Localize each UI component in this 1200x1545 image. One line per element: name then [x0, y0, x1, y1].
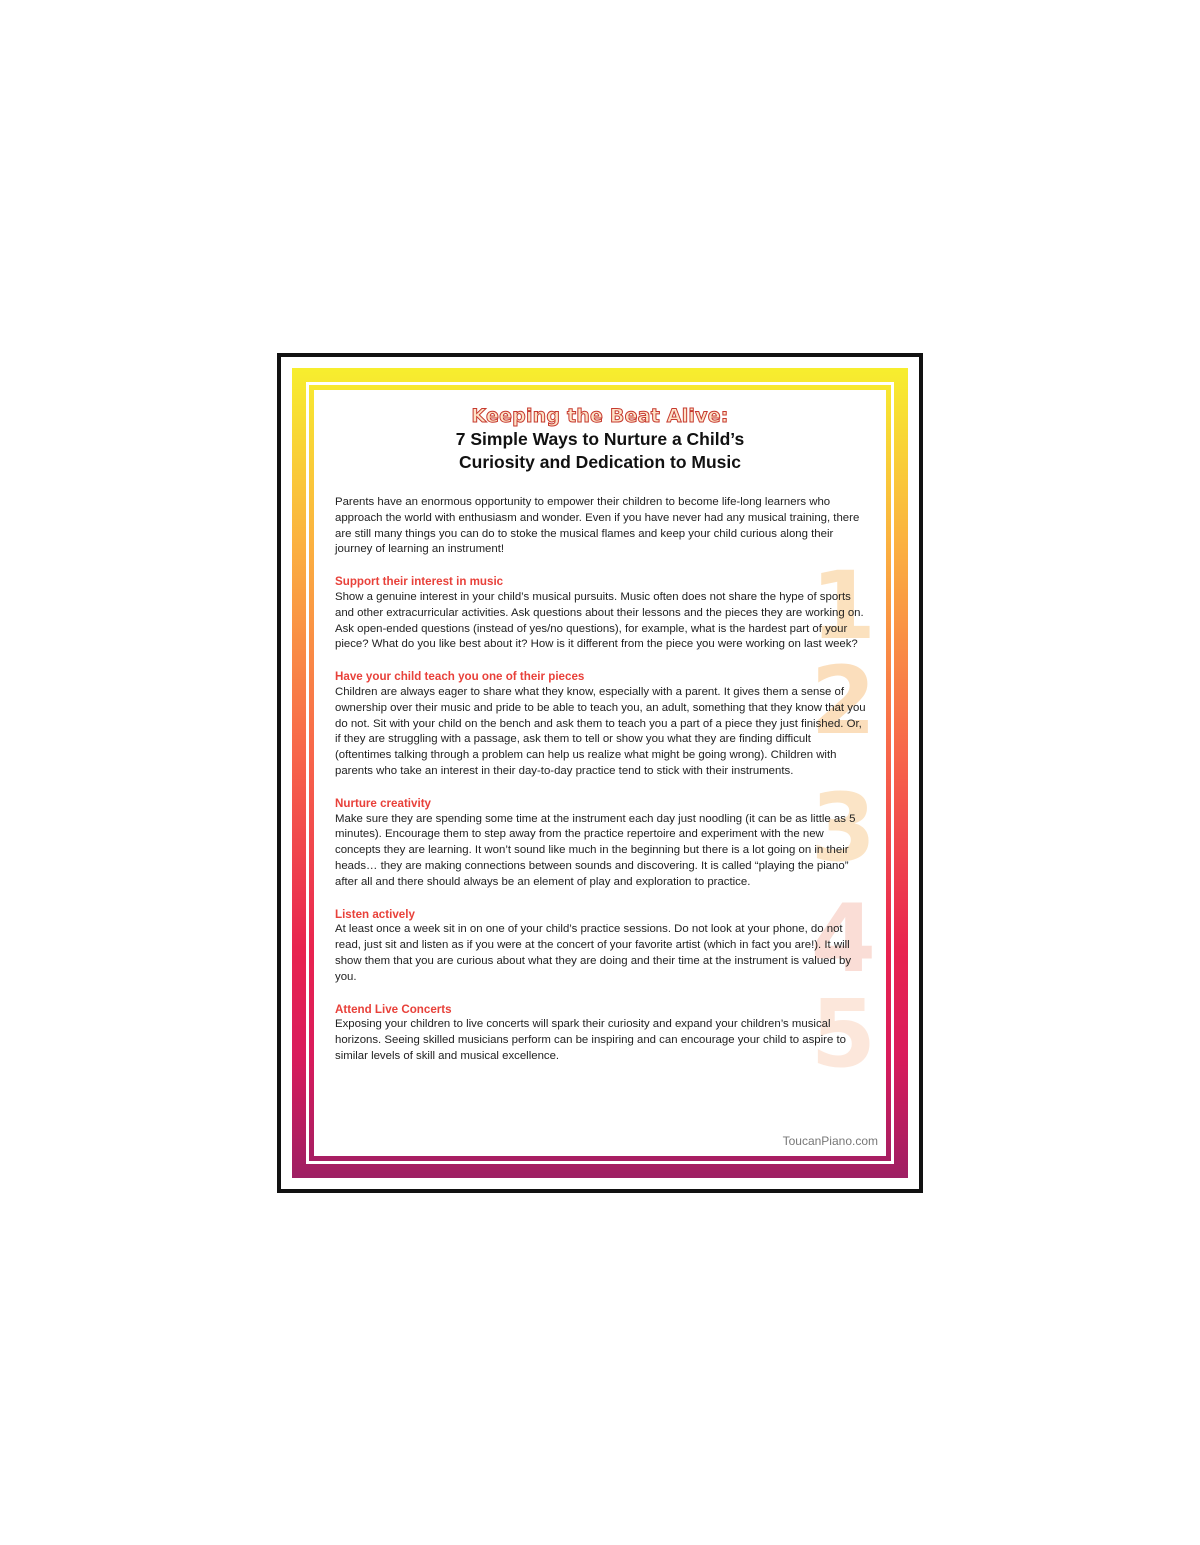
title-block: [314, 404, 886, 474]
document-title: Keeping the Beat Alive:: [471, 405, 729, 427]
section-text-3: Make sure they are spending some time at the instrument each day just noodling (it can be as little as 5 minutes). Encourage them to step away from the practice repertoire and experiment with the new concepts they are learning. It won’t sound like much in the beginning but there is a lot going on in their heads… they are making connections between sounds and discovering. It is called “playing the piano” after all and there should always be an element of play and exploration to practice.: [335, 812, 856, 888]
section-text-2: Children are always eager to share what they know, especially with a parent. It gives them a sense of ownership over their music and pride to be able to teach you, an adult, something that they know that you do not. Sit with your child on the bench and ask them to teach you a part of a piece they just finished. Or, if they are struggling with a passage, ask them to tell or show you what they are finding difficult (oftentimes talking through a problem can help us realize what might be going wrong). Children with parents who take an interest in their day-to-day practice tend to stick with their instruments.: [335, 685, 866, 777]
content-panel: [314, 390, 886, 1156]
section-number-3: 3: [810, 773, 876, 883]
section-text-1: Show a genuine interest in your child’s musical pursuits. Music often does not share the hype of sports and other extracurricular activities. Ask questions about their lessons and the pieces they are working on. Ask open-ended questions (instead of yes/no questions), for example, what is the hardest part of your piece? What do you like best about it? How is it different from the piece you were working on last week?: [335, 590, 864, 651]
section-number-5: 5: [810, 979, 876, 1089]
document-body: [335, 495, 876, 1089]
section-text-5: Exposing your children to live concerts will spark their curiosity and expand your children’s musical horizons. Seeing skilled musicians perform can be inspiring and can encourage your child to aspire to similar levels of skill and musical excellence.: [335, 1018, 846, 1062]
section-heading-3: Nurture creativity: [335, 796, 432, 810]
section-heading-4: Listen actively: [335, 907, 415, 921]
section-number-2: 2: [810, 647, 876, 757]
section-heading-1: Support their interest in music: [335, 575, 504, 589]
section-text-4: At least once a week sit in on one of your child’s practice sessions. Do not look at your phone, do not read, just sit and listen as if you were at the concert of your favorite artist (which in fact you are!). It will show them that you are curious about what they are doing and their time at the instrument is valued by you.: [335, 923, 852, 983]
intro-paragraph: Parents have an enormous opportunity to empower their children to become life-long learners who approach the world with enthusiasm and wonder. Even if you have never had any musical training, there are still many things you can do to stoke the musical flames and keep your child curious along their journey of learning an instrument!: [335, 496, 860, 556]
worksheet-frame: [277, 353, 923, 1193]
section-1: [335, 552, 876, 662]
section-number-1: 1: [810, 552, 876, 662]
section-5: [335, 979, 876, 1089]
section-2: [335, 647, 876, 780]
document-subtitle-line2: Curiosity and Dedication to Music: [459, 452, 741, 472]
section-heading-5: Attend Live Concerts: [335, 1002, 452, 1016]
footer-website: ToucanPiano.com: [782, 1134, 878, 1148]
section-heading-2: Have your child teach you one of their pieces: [335, 670, 585, 684]
section-4: [335, 884, 876, 994]
section-3: [335, 773, 876, 891]
section-number-4: 4: [810, 884, 876, 994]
gradient-border: [292, 368, 908, 1178]
document-subtitle-line1: 7 Simple Ways to Nurture a Child’s: [455, 429, 745, 449]
